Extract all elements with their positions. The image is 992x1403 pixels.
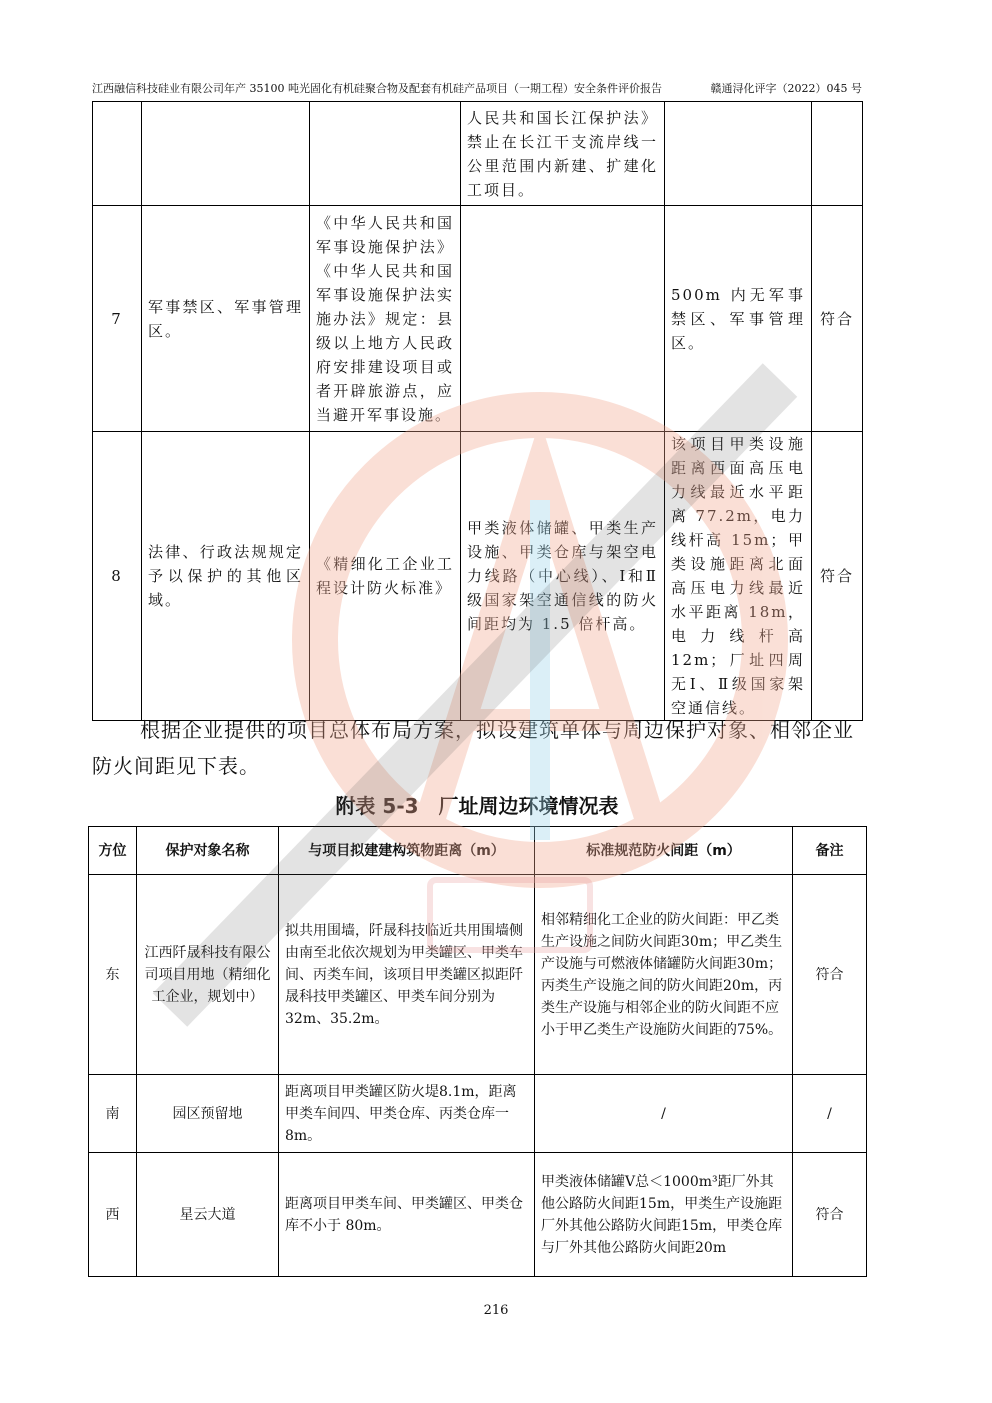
column-header: 标准规范防火间距（m） — [535, 827, 793, 875]
cell-direction: 东 — [89, 875, 137, 1075]
table-row — [89, 1153, 867, 1277]
cell-standard: 相邻精细化工企业的防火间距：甲乙类生产设施之间防火间距30m；甲乙类生产设施与可燃液体储罐防火间距30m；丙类生产设施之间的防火间距20m，丙类生产设施与相邻企业的防火间距不应小于甲乙类生产设施防火间距的75%。 — [535, 875, 793, 1075]
row-status — [665, 102, 812, 206]
row-requirement: 甲类液体储罐、甲类生产设施、甲类仓库与架空电力线路（中心线）、Ⅰ和Ⅱ级国家架空通信线的防火间距均为 1.5 倍杆高。 — [461, 432, 665, 721]
cell-direction: 西 — [89, 1153, 137, 1277]
cell-distance: 距离项目甲类车间、甲类罐区、甲类仓库不小于 80m。 — [279, 1153, 535, 1277]
table-row — [89, 875, 867, 1075]
cell-standard: / — [535, 1075, 793, 1153]
cell-note: / — [793, 1075, 867, 1153]
column-header: 与项目拟建建构筑物距离（m） — [279, 827, 535, 875]
row-item: 法律、行政法规规定予以保护的其他区域。 — [142, 432, 310, 721]
row-basis: 《中华人民共和国军事设施保护法》《中华人民共和国军事设施保护法实施办法》规定：县级以上地方人民政府安排建设项目或者开辟旅游点，应当避开军事设施。 — [310, 206, 461, 432]
table-row — [89, 1075, 867, 1153]
row-basis — [310, 102, 461, 206]
report-title: 江西融信科技硅业有限公司年产 35100 吨光固化有机硅聚合物及配套有机硅产品项目（一期工程）安全条件评价报告 — [92, 82, 662, 95]
cell-object: 园区预留地 — [137, 1075, 279, 1153]
row-requirement: 人民共和国长江保护法》禁止在长江干支流岸线一公里范围内新建、扩建化工项目。 — [461, 102, 665, 206]
cell-distance: 距离项目甲类罐区防火堤8.1m，距离甲类车间四、甲类仓库、丙类仓库一 8m。 — [279, 1075, 535, 1153]
row-item — [142, 102, 310, 206]
cell-note: 符合 — [793, 1153, 867, 1277]
row-requirement — [461, 206, 665, 432]
body-paragraph: 根据企业提供的项目总体布局方案，拟设建筑单体与周边保护对象、相邻企业防火间距见下表。 — [92, 718, 854, 778]
row-item: 军事禁区、军事管理区。 — [142, 206, 310, 432]
surroundings-table — [88, 826, 867, 1277]
table-caption: 附表 5-3 厂址周边环境情况表 — [335, 794, 619, 818]
row-number — [93, 102, 142, 206]
cell-standard: 甲类液体储罐V总＜1000m³距厂外其他公路防火间距15m，甲类生产设施距厂外其他公路防火间距15m，甲类仓库与厂外其他公路防火间距20m — [535, 1153, 793, 1277]
table-row — [93, 102, 863, 206]
cell-object: 江西阡晟科技有限公司项目用地（精细化工企业，规划中） — [137, 875, 279, 1075]
row-number: 8 — [93, 432, 142, 721]
cell-distance: 拟共用围墙，阡晟科技临近共用围墙侧由南至北依次规划为甲类罐区、甲类车间、丙类车间，该项目甲类罐区拟距阡晟科技甲类罐区、甲类车间分别为32m、35.2m。 — [279, 875, 535, 1075]
page-number: 216 — [483, 1303, 509, 1318]
row-basis: 《精细化工企业工程设计防火标准》 — [310, 432, 461, 721]
table-row — [93, 432, 863, 721]
report-number: 赣通浔化评字（2022）045 号 — [710, 82, 862, 95]
row-result: 符合 — [812, 206, 863, 432]
table-header-row — [89, 827, 867, 875]
row-status: 500m 内无军事禁区、军事管理区。 — [665, 206, 812, 432]
row-result: 符合 — [812, 432, 863, 721]
site-check-table — [92, 101, 863, 721]
column-header: 方位 — [89, 827, 137, 875]
cell-note: 符合 — [793, 875, 867, 1075]
column-header: 保护对象名称 — [137, 827, 279, 875]
row-status: 该项目甲类设施距离西面高压电力线最近水平距离 77.2m，电力线杆高 15m；甲类设施距离北面高压电力线最近水平距离 18m，电力线杆高 12m；厂址四周无Ⅰ、Ⅱ级国家架空通信线。 — [665, 432, 812, 721]
column-header: 备注 — [793, 827, 867, 875]
cell-object: 星云大道 — [137, 1153, 279, 1277]
table-row — [93, 206, 863, 432]
row-number: 7 — [93, 206, 142, 432]
row-result — [812, 102, 863, 206]
cell-direction: 南 — [89, 1075, 137, 1153]
